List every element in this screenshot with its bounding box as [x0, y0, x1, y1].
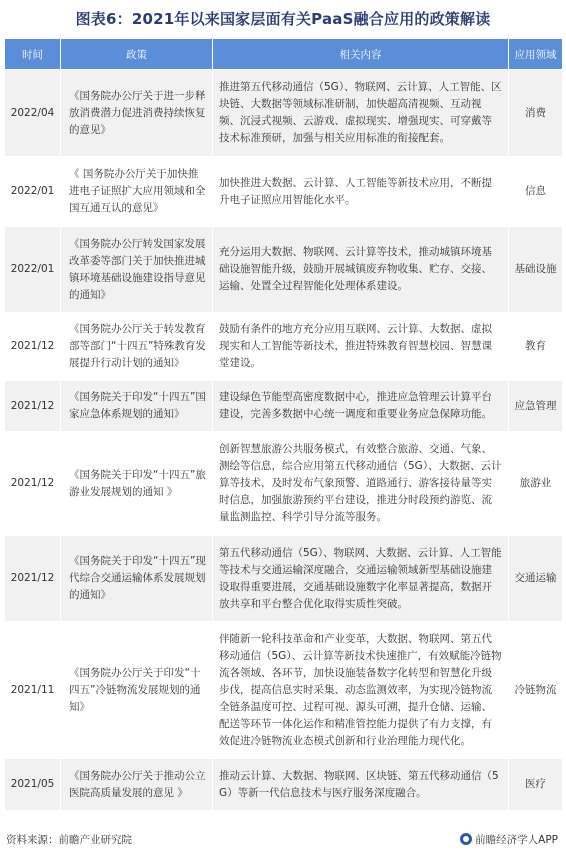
- cell-content: 伴随新一轮科技革命和产业变革，大数据、物联网、第五代移动通信（5G）、云计算等新技术快速推广，有效赋能冷链物流各领域、各环节，加快设施装备数字化转型和智慧化升级步伐，提高信息实时采集、动态监测效率，为实现冷链物流全链条温度可控、过程可视、源头可溯，提升仓储、运输、配送等环节一体化运作和精准管控能力提供了有力支撑，有效促进冷链物流业态模式创新和行业治理能力现代化。: [213, 622, 509, 759]
- table-row: [5, 622, 563, 759]
- cell-content: 充分运用大数据、物联网、云计算等技术，推动城镇环境基础设施智能升级，鼓励开展城镇废弃物收集、贮存、交接、运输、处置全过程智能化处理体系建设。: [213, 227, 509, 313]
- brand-name: 前瞻经济学人APP: [475, 834, 558, 846]
- cell-policy: 《国务院办公厅关于进一步释放消费潜力促进消费持续恢复的意见》: [61, 70, 213, 157]
- cell-time: 2022/01: [5, 157, 61, 227]
- brand-credit: [460, 828, 558, 852]
- table-row: [5, 432, 563, 536]
- cell-policy: 《国务院办公厅关于印发“十四五”冷链物流发展规划的通知》: [61, 622, 213, 759]
- cell-field: 旅游业: [509, 432, 563, 536]
- cell-content: 第五代移动通信（5G）、物联网、大数据、云计算、人工智能等技术与交通运输深度融合，交通运输领域新型基础设施建设取得重要进展，交通基础设施数字化率显著提高，数据开放共享和平台整合优化取得实质性突破。: [213, 536, 509, 622]
- footer: [4, 828, 562, 852]
- table-row: [5, 157, 563, 227]
- header-field: 应用领域: [509, 39, 563, 70]
- header-time: 时间: [5, 39, 61, 70]
- cell-field: 消费: [509, 70, 563, 157]
- cell-field: 医疗: [509, 759, 563, 811]
- cell-field: 信息: [509, 157, 563, 227]
- table-row: [5, 313, 563, 381]
- cell-field: 冷链物流: [509, 622, 563, 759]
- cell-time: 2021/11: [5, 622, 61, 759]
- cell-content: 创新智慧旅游公共服务模式，有效整合旅游、交通、气象、测绘等信息，综合应用第五代移动通信（5G）、大数据、云计算等技术，及时发布气象预警、道路通行、游客接待量等实时信息，加强旅游预约平台建设，推进分时段预约游览、流量监测监控、科学引导分流等服务。: [213, 432, 509, 536]
- cell-time: 2021/12: [5, 432, 61, 536]
- cell-content: 推进第五代移动通信（5G）、物联网、云计算、人工智能、区块链、大数据等领域标准研制，加快超高清视频、互动视频、沉浸式视频、云游戏、虚拟现实、增强现实、可穿戴等技术标准预研，加强与相关应用标准的衔接配套。: [213, 70, 509, 157]
- page-title: 图表6：2021年以来国家层面有关PaaS融合应用的政策解读: [75, 10, 491, 28]
- source-note: 资料来源：前瞻产业研究院: [6, 834, 132, 846]
- header-content: 相关内容: [213, 39, 509, 70]
- cell-time: 2022/04: [5, 70, 61, 157]
- cell-policy: 《国务院关于印发“十四五”现代综合交通运输体系发展规划的通知》: [61, 536, 213, 622]
- cell-time: 2021/12: [5, 313, 61, 381]
- cell-policy: 《国务院办公厅转发国家发展改革委等部门关于加快推进城镇环境基础设施建设指导意见的通知》: [61, 227, 213, 313]
- cell-time: 2021/12: [5, 536, 61, 622]
- cell-policy: 《 国务院办公厅关于加快推进电子证照扩大应用领域和全国互通互认的意见》: [61, 157, 213, 227]
- cell-time: 2021/12: [5, 381, 61, 432]
- cell-content: 推动云计算、大数据、物联网、区块链、第五代移动通信（5G）等新一代信息技术与医疗服务深度融合。: [213, 759, 509, 811]
- table-row: [5, 70, 563, 157]
- table-row: [5, 381, 563, 432]
- table-row: [5, 536, 563, 622]
- policy-table: [4, 38, 563, 811]
- cell-field: 基础设施: [509, 227, 563, 313]
- cell-content: 建设绿色节能型高密度数据中心，推进应急管理云计算平台建设，完善多数据中心统一调度和重要业务应急保障功能。: [213, 381, 509, 432]
- cell-policy: 《国务院关于印发“十四五”国家应急体系规划的通知》: [61, 381, 213, 432]
- cell-policy: 《国务院办公厅关于推动公立医院高质量发展的意见 》: [61, 759, 213, 811]
- header-policy: 政策: [61, 39, 213, 70]
- cell-field: 教育: [509, 313, 563, 381]
- cell-content: 加快推进大数据、云计算、人工智能等新技术应用，不断提升电子证照应用智能化水平。: [213, 157, 509, 227]
- cell-time: 2021/05: [5, 759, 61, 811]
- table-row: [5, 227, 563, 313]
- cell-policy: 《国务院关于印发“十四五”旅游业发展规划的通知 》: [61, 432, 213, 536]
- cell-policy: 《国务院办公厅关于转发教育部等部门“十四五”特殊教育发展提升行动计划的通知》: [61, 313, 213, 381]
- table-header-row: [5, 39, 563, 70]
- table-row: [5, 759, 563, 811]
- cell-content: 鼓励有条件的地方充分应用互联网、云计算、大数据、虚拟现实和人工智能等新技术，推进特殊教育智慧校园、智慧课堂建设。: [213, 313, 509, 381]
- qianzhan-logo-icon: [460, 833, 472, 845]
- cell-field: 应急管理: [509, 381, 563, 432]
- cell-time: 2022/01: [5, 227, 61, 313]
- cell-field: 交通运输: [509, 536, 563, 622]
